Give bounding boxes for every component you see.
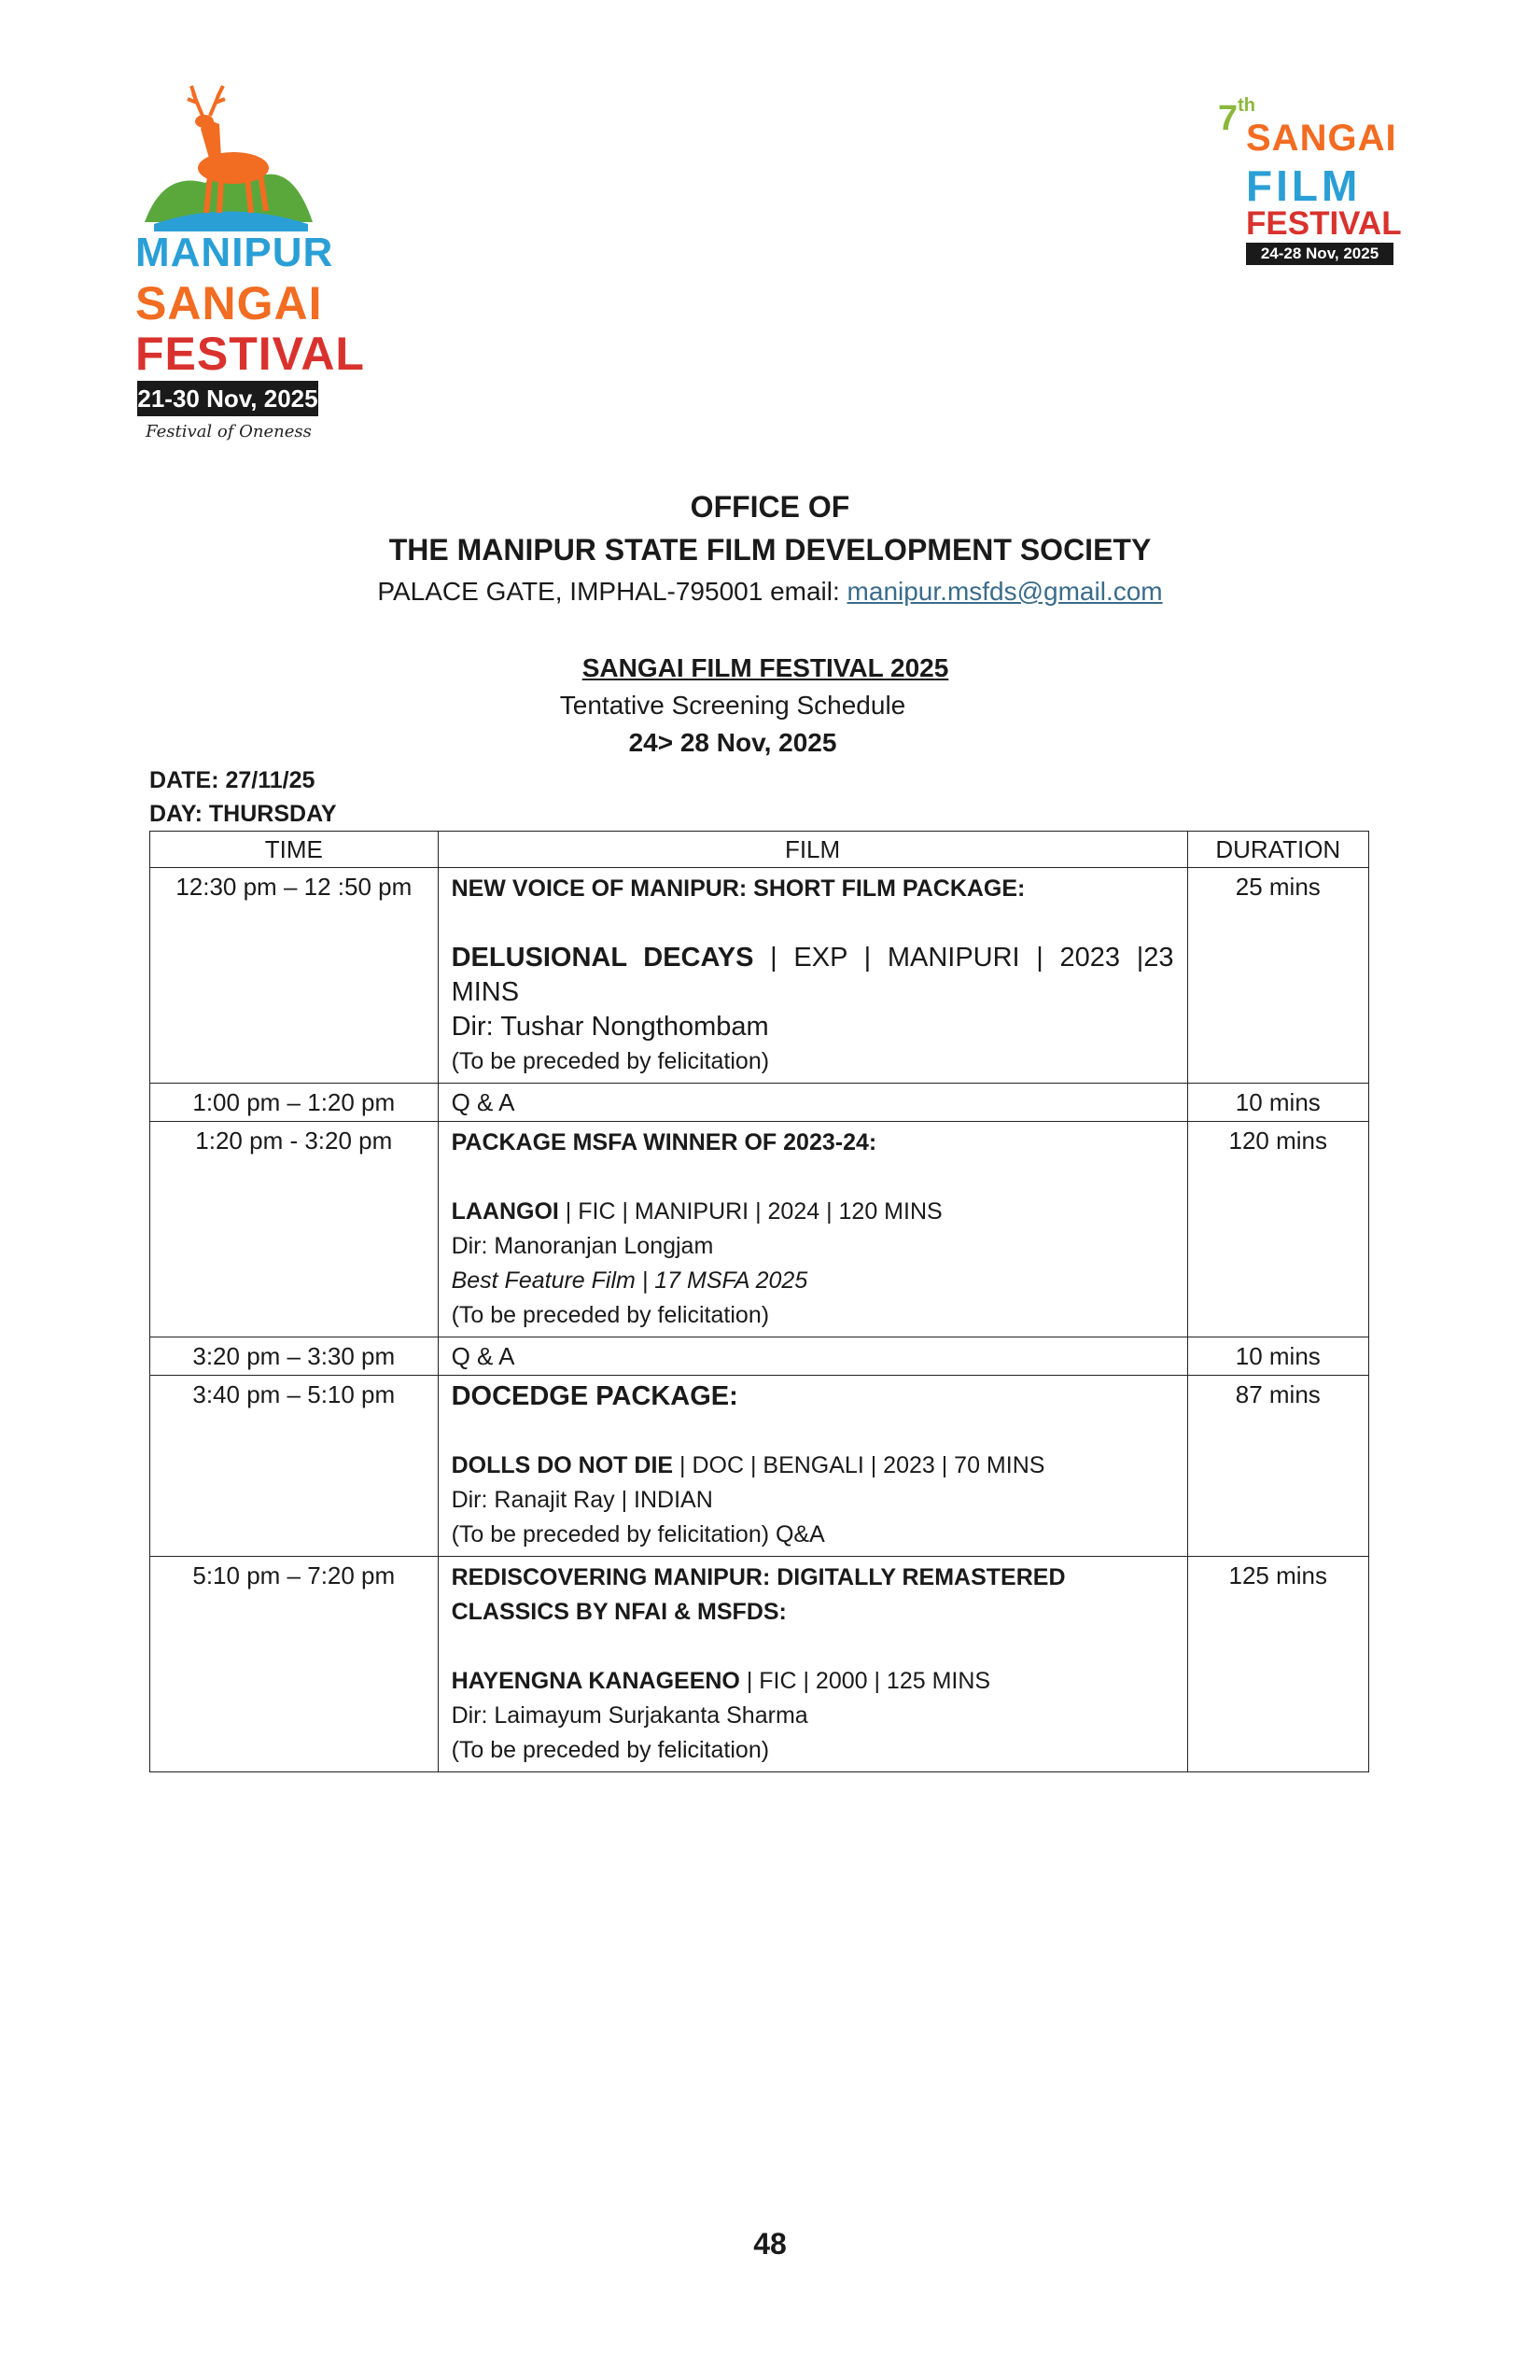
sff-festival-text: FESTIVAL bbox=[1246, 205, 1402, 242]
row-time: 12:30 pm – 12 :50 pm bbox=[150, 868, 439, 1084]
row-duration: 125 mins bbox=[1187, 1557, 1368, 1772]
logo-manipur-text: MANIPUR bbox=[135, 230, 334, 275]
film-director: Dir: Manoranjan Longjam bbox=[451, 1233, 714, 1259]
row-time: 3:20 pm – 3:30 pm bbox=[150, 1337, 439, 1376]
logo-dates: 21-30 Nov, 2025 bbox=[137, 381, 318, 416]
festival-title: SANGAI FILM FESTIVAL 2025 bbox=[581, 653, 949, 682]
film-line bbox=[452, 1664, 1174, 1699]
package-title: NEW VOICE OF MANIPUR: SHORT FILM PACKAGE: bbox=[451, 875, 1026, 902]
film-director: Dir: Tushar Nongthombam bbox=[451, 1012, 769, 1042]
table-row bbox=[150, 868, 1369, 1084]
table-row bbox=[150, 1337, 1369, 1376]
sff-sangai-text: SANGAI bbox=[1246, 118, 1397, 159]
society-heading: THE MANIPUR STATE FILM DEVELOPMENT SOCIETY bbox=[388, 533, 1152, 567]
row-duration: 10 mins bbox=[1187, 1084, 1368, 1122]
edition-number: 7th bbox=[1218, 95, 1256, 138]
date-label: DATE: 27/11/25 bbox=[149, 767, 315, 793]
film-meta: | FIC | MANIPURI | 2024 | 120 MINS bbox=[558, 1198, 943, 1225]
film-line bbox=[452, 941, 1174, 975]
page-number: 48 bbox=[753, 2227, 787, 2261]
header-duration: DURATION bbox=[1187, 832, 1368, 868]
row-duration: 120 mins bbox=[1187, 1122, 1368, 1337]
film-award: Best Feature Film | 17 MSFA 2025 bbox=[451, 1267, 808, 1294]
row-film: Q & A bbox=[438, 1084, 1187, 1122]
sff-film-text: FILM bbox=[1246, 161, 1362, 210]
logo-sangai-text: SANGAI bbox=[135, 277, 323, 329]
film-note: (To be preceded by felicitation) bbox=[451, 1737, 770, 1763]
row-film bbox=[438, 868, 1187, 1084]
address-line bbox=[0, 577, 1540, 607]
email-link[interactable]: manipur.msfds@gmail.com bbox=[847, 577, 1163, 606]
row-time: 5:10 pm – 7:20 pm bbox=[150, 1557, 439, 1772]
film-note: (To be preceded by felicitation) Q&A bbox=[451, 1521, 825, 1547]
film-meta: | FIC | 2000 | 125 MINS bbox=[739, 1668, 991, 1694]
package-title: REDISCOVERING MANIPUR: DIGITALLY REMASTERED bbox=[451, 1564, 1066, 1590]
row-time: 3:40 pm – 5:10 pm bbox=[150, 1376, 439, 1557]
film-line bbox=[452, 1195, 1174, 1229]
film-title: LAANGOI bbox=[451, 1198, 559, 1225]
row-duration: 10 mins bbox=[1187, 1337, 1368, 1376]
table-row bbox=[150, 1084, 1369, 1122]
film-meta-cont: MINS bbox=[451, 977, 520, 1007]
package-title: PACKAGE MSFA WINNER OF 2023-24: bbox=[451, 1129, 877, 1155]
film-title: DELUSIONAL DECAYS bbox=[451, 943, 754, 973]
sangai-film-festival-logo bbox=[1218, 93, 1402, 271]
festival-dates: 24> 28 Nov, 2025 bbox=[628, 728, 837, 757]
film-meta: | EXP | MANIPURI | 2023 |23 bbox=[753, 943, 1174, 973]
table-row bbox=[150, 1376, 1369, 1557]
row-film bbox=[438, 1557, 1187, 1772]
film-note: (To be preceded by felicitation) bbox=[451, 1302, 770, 1328]
sangai-deer-icon bbox=[135, 82, 322, 231]
film-title: DOLLS DO NOT DIE bbox=[451, 1452, 674, 1478]
logo-festival-text: FESTIVAL bbox=[135, 328, 365, 380]
row-film bbox=[438, 1122, 1187, 1337]
film-director: Dir: Ranajit Ray | INDIAN bbox=[451, 1487, 713, 1513]
header-time: TIME bbox=[150, 832, 439, 868]
film-director: Dir: Laimayum Surjakanta Sharma bbox=[451, 1702, 808, 1729]
table-row bbox=[150, 1557, 1369, 1772]
package-title: DOCEDGE PACKAGE: bbox=[451, 1381, 738, 1411]
film-title: HAYENGNA KANAGEENO bbox=[451, 1668, 740, 1694]
row-film bbox=[438, 1376, 1187, 1557]
manipur-sangai-festival-logo bbox=[135, 82, 365, 441]
schedule-title: Tentative Screening Schedule bbox=[559, 691, 906, 720]
row-time: 1:20 pm - 3:20 pm bbox=[150, 1122, 439, 1337]
row-film: Q & A bbox=[438, 1337, 1187, 1376]
row-duration: 25 mins bbox=[1187, 868, 1368, 1084]
logo-tagline: Festival of Oneness bbox=[146, 422, 312, 441]
day-label: DAY: THURSDAY bbox=[149, 801, 337, 827]
package-title-cont: CLASSICS BY NFAI & MSFDS: bbox=[451, 1599, 787, 1625]
film-line bbox=[452, 1449, 1174, 1483]
office-heading: OFFICE OF bbox=[690, 490, 850, 524]
table-row bbox=[150, 1122, 1369, 1337]
screening-schedule-table bbox=[149, 831, 1369, 1772]
header-film: FILM bbox=[438, 832, 1187, 868]
table-header-row bbox=[150, 832, 1369, 868]
film-meta: | DOC | BENGALI | 2023 | 70 MINS bbox=[673, 1452, 1045, 1478]
row-time: 1:00 pm – 1:20 pm bbox=[150, 1084, 439, 1122]
address-text: PALACE GATE, IMPHAL-795001 email: bbox=[377, 577, 840, 606]
sff-dates: 24-28 Nov, 2025 bbox=[1246, 243, 1393, 265]
film-note: (To be preceded by felicitation) bbox=[451, 1048, 770, 1074]
row-duration: 87 mins bbox=[1187, 1376, 1368, 1557]
